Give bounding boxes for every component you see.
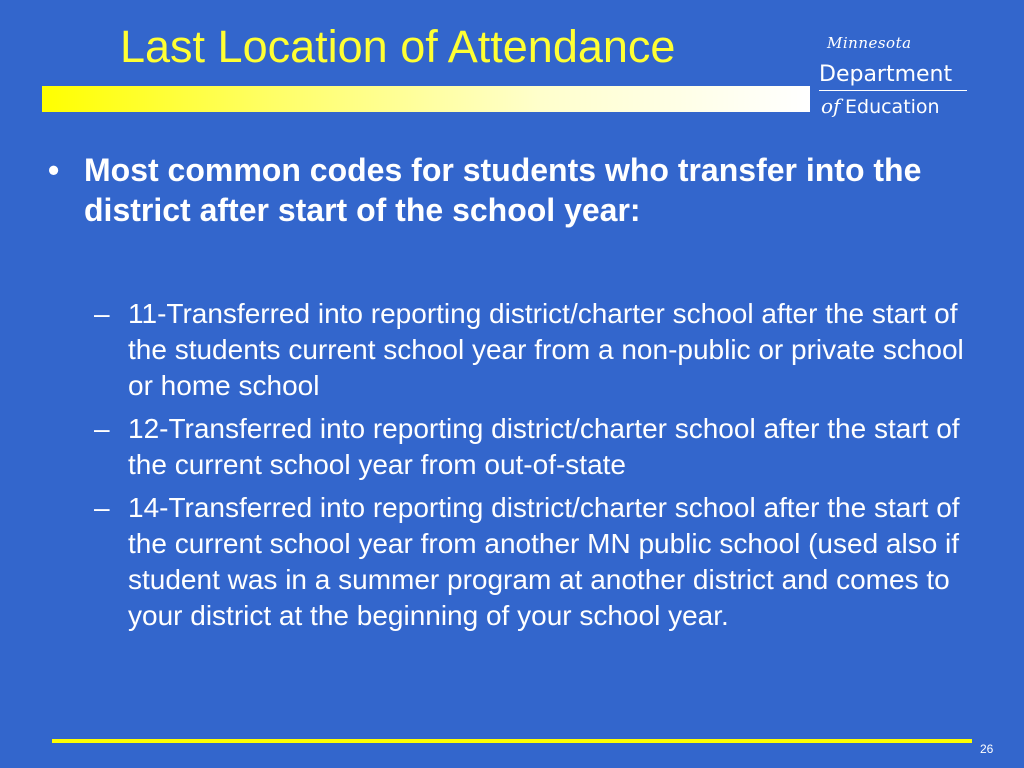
dash-marker: – bbox=[94, 298, 110, 329]
slide-content bbox=[48, 150, 988, 641]
main-bullet bbox=[48, 150, 988, 230]
dash-marker: – bbox=[94, 492, 110, 523]
main-bullet-text: Most common codes for students who transfer into the district after start of the school year: bbox=[84, 152, 922, 228]
logo-script-text: Minnesota bbox=[827, 34, 912, 52]
title-gradient-bar bbox=[42, 86, 810, 112]
dash-marker: – bbox=[94, 413, 110, 444]
bullet-marker: • bbox=[48, 152, 60, 188]
page-number: 26 bbox=[980, 742, 994, 756]
sub-bullet-text: 12-Transferred into reporting district/charter school after the start of the current school year from out-of-state bbox=[128, 413, 960, 480]
sub-bullet-item bbox=[94, 296, 988, 404]
logo-of-text: of bbox=[821, 94, 841, 118]
sub-bullet-item bbox=[94, 411, 988, 483]
sub-bullet-text: 11-Transferred into reporting district/charter school after the start of the students current school year from a non-public or private school or home school bbox=[128, 298, 964, 401]
slide-title: Last Location of Attendance bbox=[120, 21, 676, 72]
sub-bullet-item bbox=[94, 490, 988, 634]
sub-bullet-list bbox=[94, 296, 988, 634]
logo-education-text: Education bbox=[845, 96, 940, 118]
footer-rule bbox=[52, 739, 972, 743]
logo-rule bbox=[819, 90, 967, 91]
sub-bullet-text: 14-Transferred into reporting district/charter school after the start of the current school year from another MN public school (used also if student was in a summer program at another district and comes to your district at the beginning of your school year. bbox=[128, 492, 960, 631]
logo-department-text: Department bbox=[819, 62, 953, 87]
department-of-education-logo bbox=[815, 34, 975, 122]
